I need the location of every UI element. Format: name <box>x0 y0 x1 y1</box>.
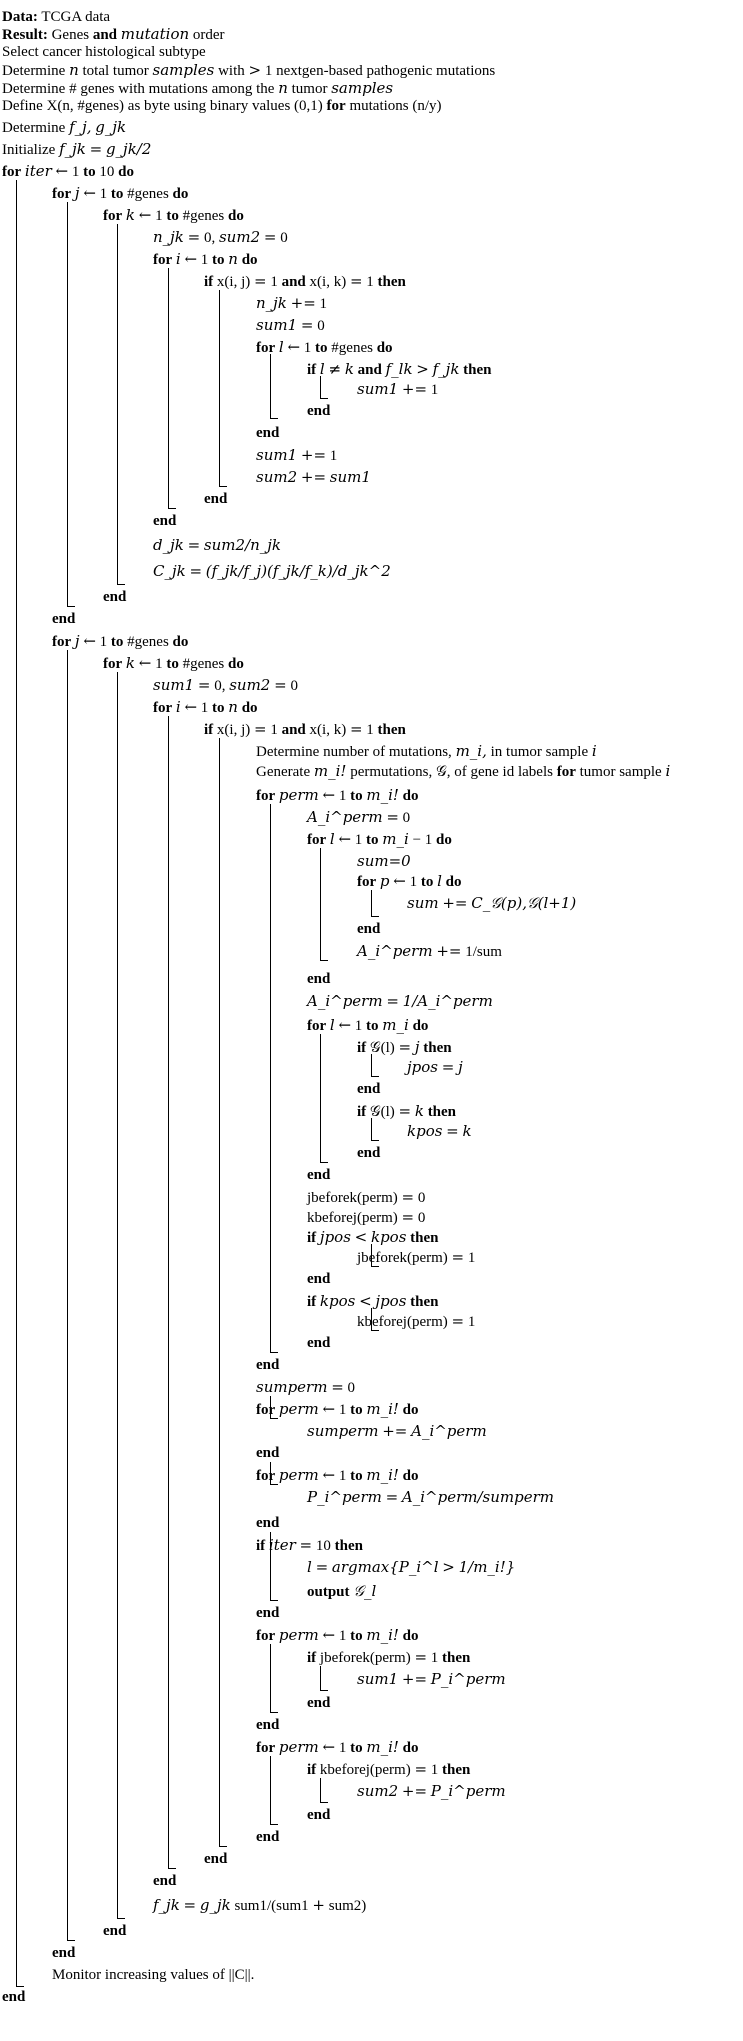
algorithm-line: kpos = k <box>407 1122 472 1140</box>
block-rule-end <box>270 1824 278 1825</box>
algorithm-line: sumperm = 0 <box>256 1378 356 1396</box>
block-rule-end <box>320 1162 328 1163</box>
algorithm-line: sumperm += A_i^perm <box>307 1422 487 1440</box>
algorithm-line: end <box>307 1271 331 1287</box>
algorithm-line: if kbeforej(perm) = 1 then <box>307 1760 471 1778</box>
block-rule <box>371 1054 372 1076</box>
block-rule-end <box>168 508 176 509</box>
algorithm-line: end <box>307 971 331 987</box>
block-rule-end <box>320 1690 328 1691</box>
algorithm-line: f_jk = g_jk sum1/(sum1 + sum2) <box>153 1896 367 1914</box>
block-rule <box>371 890 372 916</box>
algorithm-line: sum2 += sum1 <box>256 468 371 486</box>
algorithm-line: end <box>256 1515 280 1531</box>
block-rule <box>270 1756 271 1824</box>
algorithm-line: end <box>204 1851 228 1867</box>
algorithm-line: for l ← 1 to m_i − 1 do <box>307 830 452 848</box>
block-rule-end <box>219 1846 227 1847</box>
block-rule-end <box>320 398 328 399</box>
block-rule <box>270 1644 271 1712</box>
block-rule-end <box>219 486 227 487</box>
algorithm-line: if jpos < kpos then <box>307 1228 439 1246</box>
block-rule-end <box>117 1918 125 1919</box>
algorithm-line: Initialize f_jk = g_jk/2 <box>2 140 152 158</box>
algorithm-line: if 𝒢(l) = k then <box>357 1102 457 1120</box>
algorithm-line: end <box>52 611 76 627</box>
algorithm-line: Select cancer histological subtype <box>2 44 206 60</box>
algorithm-line: end <box>256 1605 280 1621</box>
algorithm-line: end <box>256 1445 280 1461</box>
algorithm-line: d_jk = sum2/n_jk <box>153 536 282 554</box>
block-rule-end <box>270 418 278 419</box>
algorithm-line: end <box>153 513 177 529</box>
algorithm-line: if iter = 10 then <box>256 1536 363 1554</box>
algorithm-line: end <box>307 1807 331 1823</box>
algorithm-line: Determine n total tumor samples with > 1 nextgen-based pathogenic mutations <box>2 61 496 79</box>
algorithm-line: for perm ← 1 to m_i! do <box>256 786 419 804</box>
block-rule <box>320 1034 321 1162</box>
algorithm-line: if x(i, j) = 1 and x(i, k) = 1 then <box>204 720 406 738</box>
block-rule-end <box>371 916 379 917</box>
algorithm-line: end <box>307 1335 331 1351</box>
algorithm-line: sum2 += P_i^perm <box>357 1782 506 1800</box>
algorithm-line: end <box>307 1167 331 1183</box>
algorithm-line: for perm ← 1 to m_i! do <box>256 1738 419 1756</box>
algorithm-line: for j ← 1 to #genes do <box>52 184 189 202</box>
algorithm-line: for k ← 1 to #genes do <box>103 654 244 672</box>
block-rule <box>168 716 169 1868</box>
block-rule <box>320 376 321 398</box>
block-rule-end <box>270 1352 278 1353</box>
algorithm-line: end <box>2 1989 26 2005</box>
algorithm-line: Determine # genes with mutations among the n tumor samples <box>2 79 394 97</box>
block-rule <box>16 180 17 1986</box>
block-rule-end <box>320 1802 328 1803</box>
algorithm-line: for i ← 1 to n do <box>153 250 258 268</box>
algorithm-line: A_i^perm = 1/A_i^perm <box>307 992 493 1010</box>
algorithm-line: if 𝒢(l) = j then <box>357 1038 452 1056</box>
algorithm-line: end <box>307 403 331 419</box>
block-rule-end <box>117 584 125 585</box>
algorithm-line: end <box>357 921 381 937</box>
algorithm-line: for perm ← 1 to m_i! do <box>256 1400 419 1418</box>
algorithm-line: n_jk += 1 <box>256 294 328 312</box>
block-rule-end <box>16 1986 24 1987</box>
block-rule <box>270 354 271 418</box>
algorithm-line: end <box>256 425 280 441</box>
algorithm-line: for j ← 1 to #genes do <box>52 632 189 650</box>
block-rule <box>219 738 220 1846</box>
block-rule <box>320 848 321 960</box>
algorithm-line: jpos = j <box>407 1058 463 1076</box>
algorithm-line: kbeforej(perm) = 1 <box>357 1312 476 1330</box>
block-rule <box>67 202 68 606</box>
block-rule-end <box>371 1076 379 1077</box>
algorithm-line: Generate m_i! permutations, 𝒢, of gene id labels for tumor sample i <box>256 762 671 780</box>
algorithm-line: Determine f_j, g_jk <box>2 118 127 136</box>
algorithm-line: sum1 += 1 <box>357 380 439 398</box>
algorithm-line: end <box>357 1145 381 1161</box>
algorithm-line: Data: TCGA data <box>2 9 111 25</box>
algorithm-line: l = argmax{P_i^l > 1/m_i!} <box>307 1558 516 1576</box>
algorithm-line: for l ← 1 to #genes do <box>256 338 393 356</box>
block-rule <box>320 1778 321 1802</box>
algorithm-line: P_i^perm = A_i^perm/sumperm <box>307 1488 555 1506</box>
block-rule-end <box>67 606 75 607</box>
algorithm-line: if jbeforek(perm) = 1 then <box>307 1648 471 1666</box>
algorithm-line: if kpos < jpos then <box>307 1292 439 1310</box>
algorithm-line: end <box>256 1829 280 1845</box>
algorithm-line: end <box>307 1695 331 1711</box>
block-rule-end <box>320 960 328 961</box>
algorithm-line: end <box>153 1873 177 1889</box>
algorithm-line: C_jk = (f_jk/f_j)(f_jk/f_k)/d_jk^2 <box>153 562 391 580</box>
algorithm-line: if x(i, j) = 1 and x(i, k) = 1 then <box>204 272 406 290</box>
algorithm-line: end <box>204 491 228 507</box>
algorithm-line: end <box>103 1923 127 1939</box>
algorithm-line: end <box>256 1717 280 1733</box>
block-rule <box>270 804 271 1352</box>
algorithm-line: sum=0 <box>357 852 411 870</box>
algorithm-line: for p ← 1 to l do <box>357 872 462 890</box>
algorithm-line: Determine number of mutations, m_i, in tumor sample i <box>256 742 597 760</box>
block-rule <box>168 268 169 508</box>
block-rule-end <box>270 1600 278 1601</box>
algorithm-line: jbeforek(perm) = 0 <box>307 1188 426 1206</box>
algorithm-line: if l ≠ k and f_lk > f_jk then <box>307 360 492 378</box>
algorithm-line: end <box>357 1081 381 1097</box>
block-rule <box>67 650 68 1940</box>
block-rule <box>219 290 220 486</box>
algorithm-line: sum1 = 0 <box>256 316 325 334</box>
algorithm-line: sum += C_𝒢(p),𝒢(l+1) <box>407 894 577 912</box>
algorithm-line: end <box>103 589 127 605</box>
block-rule <box>371 1118 372 1140</box>
algorithm-line: A_i^perm += 1/sum <box>357 942 502 960</box>
algorithm-line: jbeforek(perm) = 1 <box>357 1248 476 1266</box>
algorithm-line: n_jk = 0, sum2 = 0 <box>153 228 288 246</box>
algorithm-line: Monitor increasing values of ||C||. <box>52 1967 255 1983</box>
block-rule-end <box>168 1868 176 1869</box>
algorithm-line: end <box>52 1945 76 1961</box>
algorithm-line: for k ← 1 to #genes do <box>103 206 244 224</box>
algorithm-line: sum1 = 0, sum2 = 0 <box>153 676 298 694</box>
algorithm-line: sum1 += 1 <box>256 446 338 464</box>
algorithm-line: for l ← 1 to m_i do <box>307 1016 429 1034</box>
algorithm-line: Result: Genes and mutation order <box>2 25 225 43</box>
algorithm-line: A_i^perm = 0 <box>307 808 411 826</box>
algorithm-line: sum1 += P_i^perm <box>357 1670 506 1688</box>
block-rule-end <box>371 1140 379 1141</box>
algorithm-line: Define X(n, #genes) as byte using binary values (0,1) for mutations (n/y) <box>2 98 442 114</box>
algorithm-line: kbeforej(perm) = 0 <box>307 1208 426 1226</box>
block-rule-end <box>67 1940 75 1941</box>
algorithm-line: for i ← 1 to n do <box>153 698 258 716</box>
block-rule <box>117 672 118 1918</box>
algorithm-line: for perm ← 1 to m_i! do <box>256 1466 419 1484</box>
algorithm-line: end <box>256 1357 280 1373</box>
block-rule-end <box>270 1712 278 1713</box>
algorithm-line: output 𝒢_l <box>307 1582 377 1600</box>
block-rule <box>117 224 118 584</box>
algorithm-line: for perm ← 1 to m_i! do <box>256 1626 419 1644</box>
block-rule <box>320 1666 321 1690</box>
algorithm-line: for iter ← 1 to 10 do <box>2 162 134 180</box>
